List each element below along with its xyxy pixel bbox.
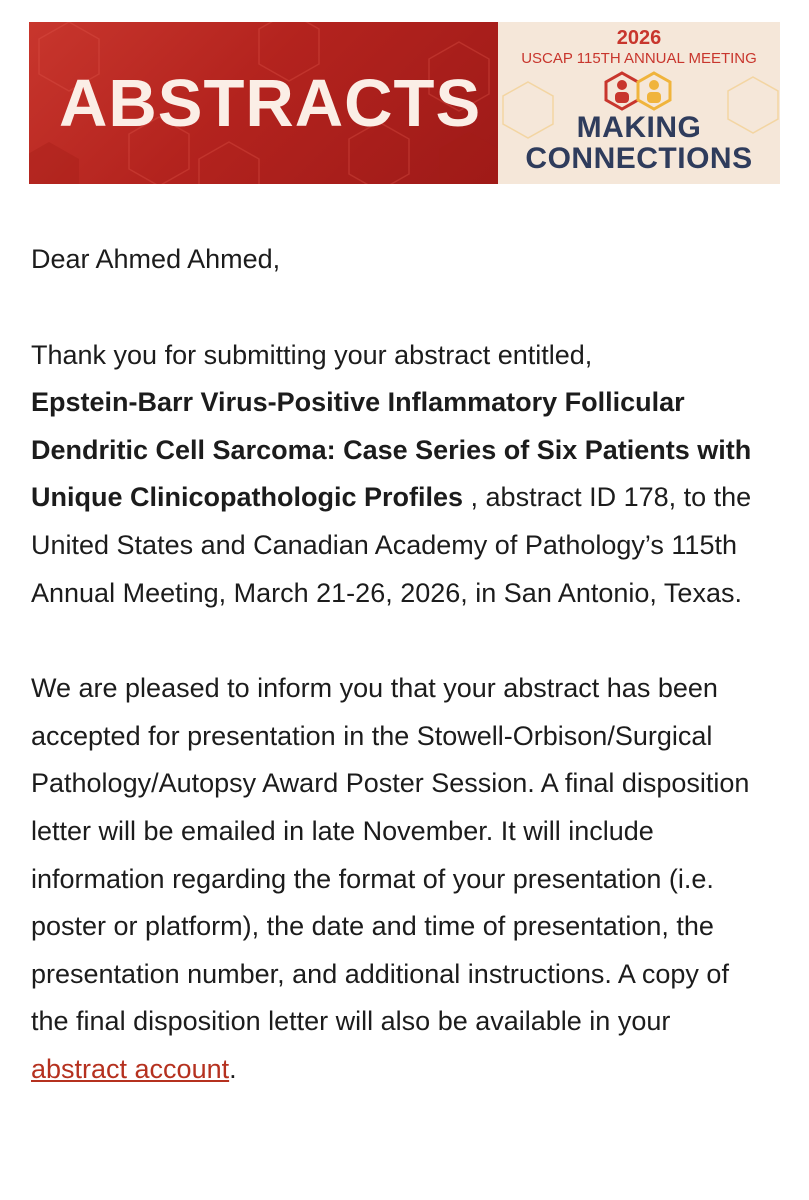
meeting-name: USCAP 115TH ANNUAL MEETING bbox=[521, 50, 757, 67]
intro-paragraph bbox=[31, 332, 771, 618]
greeting: Dear Ahmed Ahmed, bbox=[31, 244, 281, 274]
tagline-making: MAKING bbox=[576, 111, 702, 144]
abstract-title: Epstein-Barr Virus-Positive Inflammatory Follicular Dendritic Cell Sarcoma: Case Series of Six Patients with Unique Clinicopathologic Profiles bbox=[31, 387, 752, 513]
intro-continuation: , abstract ID 178, to the United States and Canadian Academy of Pathology’s 115th Annual Meeting, March 21-26, 2026, in San Antonio, Texas. bbox=[31, 482, 752, 608]
meeting-logo bbox=[498, 22, 780, 184]
email-body bbox=[31, 236, 771, 1094]
meeting-year: 2026 bbox=[616, 27, 662, 49]
tagline-connections: CONNECTIONS bbox=[525, 142, 753, 175]
abstract-account-link[interactable]: abstract account bbox=[31, 1053, 230, 1084]
abstracts-banner bbox=[29, 22, 498, 184]
people-hexagon-icon bbox=[602, 71, 676, 111]
acceptance-paragraph bbox=[31, 665, 771, 1093]
banner-title: ABSTRACTS bbox=[59, 66, 482, 141]
acceptance-text: We are pleased to inform you that your abstract has been accepted for presentation in the Stowell-Orbison/Surgical Pathology/Autopsy Award Poster Session. A final disposition letter will be emailed in late November. It will include information regarding the format of your presentation (i.e. poster or platform), the date and time of presentation, the presentation number, and additional instructions. A copy of the final disposition letter will also be available in your bbox=[31, 673, 750, 1037]
closing-period: . bbox=[229, 1053, 237, 1084]
intro-text: Thank you for submitting your abstract entitled, bbox=[31, 339, 593, 370]
header-banner bbox=[29, 22, 780, 184]
